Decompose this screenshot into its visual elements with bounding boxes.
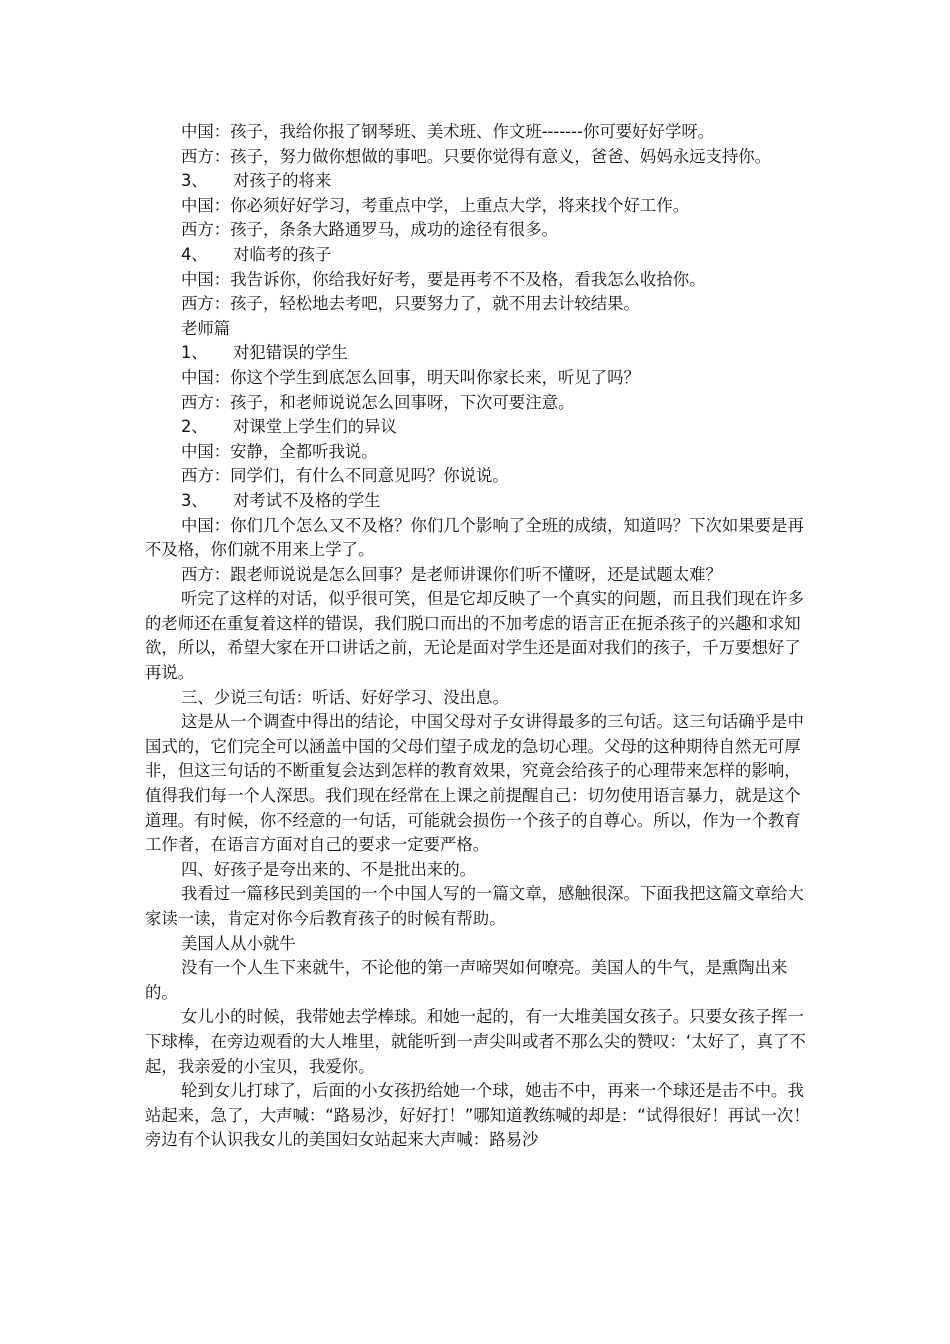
heading-text: 对孩子的将来 (233, 171, 332, 191)
heading-number: 4、 (181, 244, 208, 264)
paragraph: 四、好孩子是夸出来的、不是批出来的。 (181, 859, 477, 879)
heading-text: 对课堂上学生们的异议 (233, 417, 397, 437)
numbered-heading (145, 489, 810, 514)
paragraph: 中国：孩子，我给你报了钢琴班、美术班、作文班-------你可要好好学呀。 (181, 122, 715, 141)
paragraph: 三、少说三句话：听话、好好学习、没出息。 (181, 687, 509, 707)
heading-number: 3、 (181, 171, 208, 191)
paragraph: 老师篇 (181, 318, 231, 338)
paragraph: 中国：我告诉你，你给我好好考，要是再考不不及格，看我怎么收拾你。 (181, 269, 706, 289)
paragraph: 西方：同学们，有什么不同意见吗？你说说。 (181, 466, 509, 486)
heading-number: 2、 (181, 417, 208, 437)
paragraph: 西方：跟老师说说是怎么回事？是老师讲课你们听不懂呀，还是试题太难？ (181, 564, 722, 584)
paragraph: 听完了这样的对话，似乎很可笑，但是它却反映了一个真实的问题，而且我们现在许多的老师还在重复着这样的错误，我们脱口而出的不加考虑的语言正在扼杀孩子的兴趣和求知欲，所以，希望大家在开口讲话之前，无论是面对学生还是面对我们的孩子，千万要想好了再说。 (145, 589, 804, 683)
paragraph: 没有一个人生下来就牛，不论他的第一声啼哭如何嘹亮。美国人的牛气，是熏陶出来的。 (145, 958, 788, 1002)
paragraph: 中国：你必须好好学习，考重点中学，上重点大学，将来找个好工作。 (181, 195, 690, 215)
paragraph: 中国：安静，全都听我说。 (181, 441, 378, 461)
paragraph: 中国：你们几个怎么又不及格？你们几个影响了全班的成绩，知道吗？下次如果要是再不及格，你们就不用来上学了。 (145, 515, 804, 560)
numbered-heading (145, 341, 810, 366)
paragraph: 我看过一篇移民到美国的一个中国人写的一篇文章，感触很深。下面我把这篇文章给大家读一读，肯定对你今后教育孩子的时候有帮助。 (145, 884, 804, 928)
paragraph: 西方：孩子，条条大路通罗马，成功的途径有很多。 (181, 220, 558, 240)
document-page (145, 120, 810, 1153)
paragraph: 美国人从小就牛 (181, 933, 296, 953)
paragraph: 这是从一个调查中得出的结论，中国父母对子女讲得最多的三句话。这三句话确乎是中国式的，它们完全可以涵盖中国的父母们望子成龙的急切心理。父母的这种期待自然无可厚非，但这三句话的不断重复会达到怎样的教育效果，究竟会给孩子的心理带来怎样的影响，值得我们每一个人深思。我们现在经常在上课之前提醒自己：切勿使用语言暴力，就是这个道理。有时候，你不经意的一句话，可能就会损伤一个孩子的自尊心。所以，作为一个教育工作者，在语言方面对自己的要求一定要严格。 (145, 712, 804, 855)
heading-number: 1、 (181, 343, 208, 363)
paragraph: 轮到女儿打球了，后面的小女孩扔给她一个球，她击不中，再来一个球还是击不中。我站起来，急了，大声喊：“路易沙，好好打！”哪知道教练喊的却是：“试得很好！再试一次！旁边有个认识我女儿的美国妇女站起来大声喊：路易沙 (145, 1081, 810, 1150)
paragraph: 西方：孩子，轻松地去考吧，只要努力了，就不用去计较结果。 (181, 294, 640, 314)
heading-text: 对犯错误的学生 (233, 343, 348, 363)
numbered-heading (145, 169, 810, 194)
numbered-heading (145, 243, 810, 268)
paragraph: 西方：孩子，努力做你想做的事吧。只要你觉得有意义，爸爸、妈妈永远支持你。 (181, 146, 772, 166)
paragraph: 西方：孩子，和老师说说怎么回事呀，下次可要注意。 (181, 392, 575, 412)
paragraph: 女儿小的时候，我带她去学棒球。和她一起的，有一大堆美国女孩子。只要女孩子挥一下球棒，在旁边观看的大人堆里，就能听到一声尖叫或者不那么尖的赞叹：‘太好了，真了不起，我亲爱的小宝贝，我爱你。 (145, 1007, 806, 1076)
heading-number: 3、 (181, 490, 208, 510)
numbered-heading (145, 415, 810, 440)
heading-text: 对临考的孩子 (233, 244, 332, 264)
paragraph: 中国：你这个学生到底怎么回事，明天叫你家长来，听见了吗？ (181, 367, 640, 387)
heading-text: 对考试不及格的学生 (233, 490, 381, 510)
